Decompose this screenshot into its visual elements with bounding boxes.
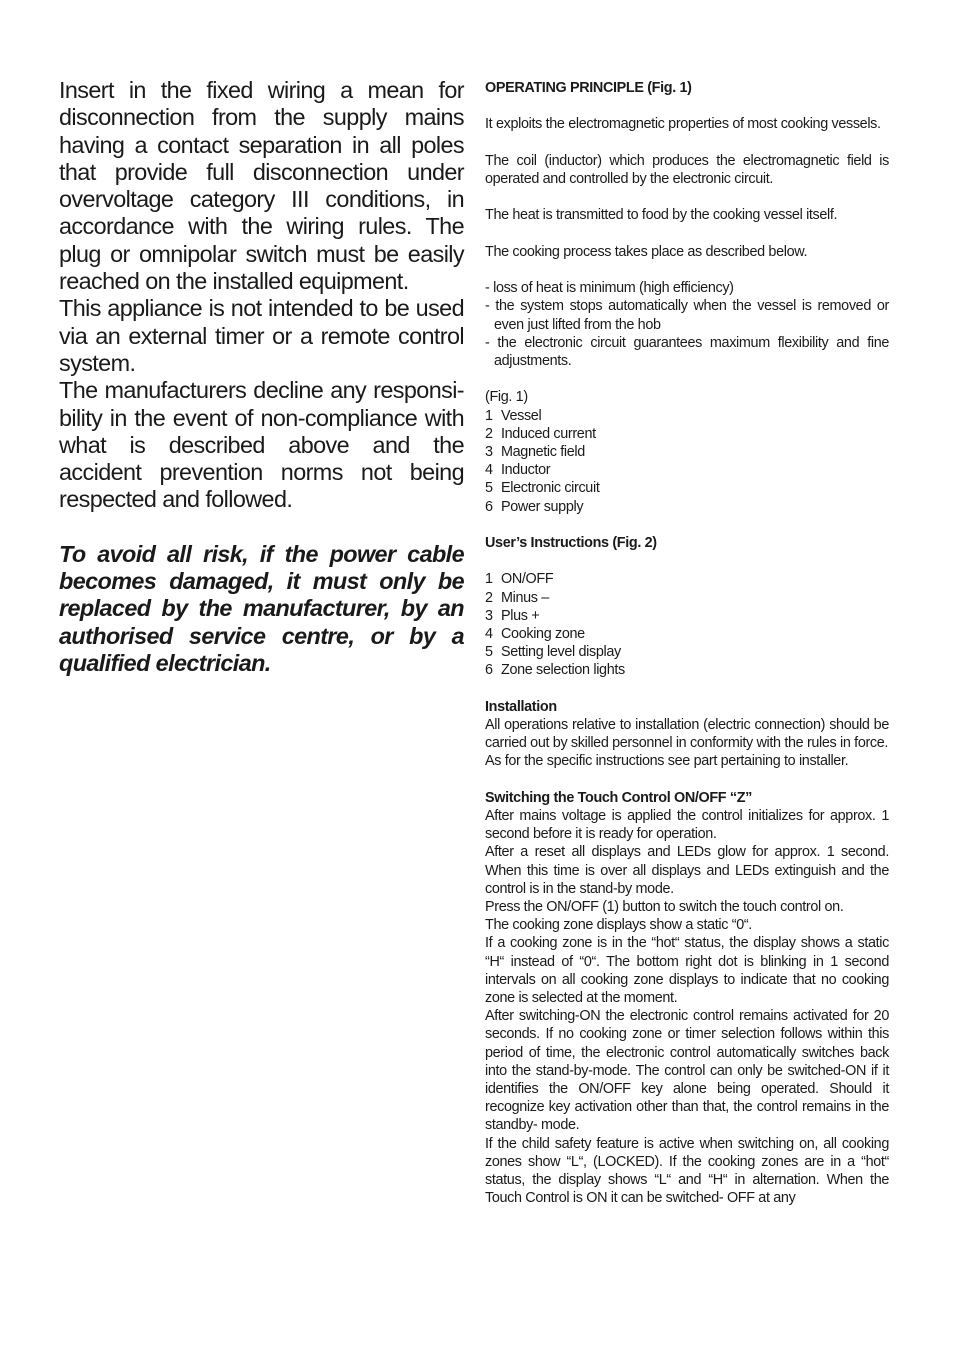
power-cable-warning: To avoid all risk, if the power cable becomes damaged, it must only be replaced by the manufacturer, by an authorised service centre, or by a qualified electrician. bbox=[59, 540, 464, 676]
installation-paragraph-2: As for the specific instructions see part pertaining to installer. bbox=[485, 753, 849, 770]
legend-number: 2 bbox=[485, 425, 493, 442]
users-instructions-heading: User’s Instructions (Fig. 2) bbox=[485, 534, 657, 551]
installation-paragraph-1: All operations relative to installation (electric connection) should be carried out by skilled personnel in conformity with the rules in force. bbox=[485, 716, 889, 752]
legend-number: 6 bbox=[485, 498, 493, 515]
legend-item bbox=[485, 479, 889, 497]
advantage-item: - the electronic circuit guarantees maximum flexibility and fine adjustments. bbox=[485, 334, 889, 369]
legend-text: Setting level display bbox=[501, 644, 621, 661]
switching-paragraph-1: After mains voltage is applied the control initializes for approx. 1 second before it is ready for operation. bbox=[485, 807, 889, 843]
legend-number: 3 bbox=[485, 443, 493, 460]
legend-text: Power supply bbox=[501, 498, 584, 515]
legend-number: 4 bbox=[485, 625, 493, 642]
switching-paragraph-3: Press the ON/OFF (1) button to switch the touch control on. bbox=[485, 898, 844, 915]
legend-item bbox=[485, 407, 889, 425]
legend-item bbox=[485, 607, 889, 625]
legend-text: Electronic circuit bbox=[501, 480, 600, 497]
legend-item bbox=[485, 589, 889, 607]
legend-number: 1 bbox=[485, 571, 493, 588]
liability-paragraph: The manufacturers decline any responsi-bility in the event of non-compliance with what is described above and the accident prevention norms not being respected and followed. bbox=[59, 377, 464, 513]
legend-item bbox=[485, 425, 889, 443]
advantage-item: - loss of heat is minimum (high efficiency) bbox=[485, 280, 734, 297]
fig2-legend bbox=[485, 570, 889, 679]
advantages-list bbox=[485, 279, 889, 370]
legend-number: 4 bbox=[485, 462, 493, 479]
left-column bbox=[59, 77, 464, 677]
legend-text: Minus – bbox=[501, 589, 549, 606]
wiring-paragraph: Insert in the fixed wiring a mean for disconnection from the supply mains having a contact separation in all poles that provide full disconnection under overvoltage category III conditions, in accordance with the wiring rules. The plug or omnipolar switch must be easily reached on the installed equipment. bbox=[59, 77, 464, 295]
legend-item bbox=[485, 625, 889, 643]
operating-paragraph-1: It exploits the electromagnetic properties of most cooking vessels. bbox=[485, 116, 881, 133]
operating-paragraph-4: The cooking process takes place as described below. bbox=[485, 243, 808, 260]
legend-number: 5 bbox=[485, 480, 493, 497]
legend-text: Magnetic field bbox=[501, 443, 585, 460]
legend-item bbox=[485, 570, 889, 588]
right-column bbox=[485, 79, 889, 1207]
legend-number: 2 bbox=[485, 589, 493, 606]
legend-item bbox=[485, 643, 889, 661]
switching-paragraph-5: If a cooking zone is in the “hot“ status, the display shows a static “H“ instead of “0“. The bottom right dot is blinking in 1 second intervals on all cooking zone displays to indicate that no cooking zone is selected at the moment. bbox=[485, 935, 889, 1006]
switching-paragraph-2: After a reset all displays and LEDs glow for approx. 1 second. When this time is over all displays and LEDs extinguish and the control is in the stand-by mode. bbox=[485, 844, 889, 897]
operating-paragraph-3: The heat is transmitted to food by the cooking vessel itself. bbox=[485, 207, 838, 224]
fig1-legend bbox=[485, 407, 889, 516]
legend-number: 3 bbox=[485, 607, 493, 624]
legend-number: 6 bbox=[485, 662, 493, 679]
advantage-item: - the system stops automatically when the vessel is removed or even just lifted from the hob bbox=[485, 298, 889, 333]
legend-text: Induced current bbox=[501, 425, 596, 442]
switching-paragraph-7: If the child safety feature is active when switching on, all cooking zones show “L“, (LOCKED). If the cooking zones are in a “hot“ status, the display shows “L“ and “H“ in alternation. When the Touch Control is ON it can be switched- OFF at any bbox=[485, 1135, 889, 1207]
legend-number: 1 bbox=[485, 407, 493, 424]
legend-item bbox=[485, 461, 889, 479]
fig1-label: (Fig. 1) bbox=[485, 389, 528, 406]
legend-text: Vessel bbox=[501, 407, 542, 424]
switching-heading: Switching the Touch Control ON/OFF “Z” bbox=[485, 789, 753, 806]
operating-principle-heading: OPERATING PRINCIPLE (Fig. 1) bbox=[485, 80, 692, 96]
switching-paragraph-6: After switching-ON the electronic control remains activated for 20 seconds. If no cooking zone or timer selection follows within this period of time, the electronic control automatically switches back into the stand-by-mode. The control can only be switched-ON if it identifies the ON/OFF key alone being operated. Should it recognize key activation other than that, the control remains in the standby- mode. bbox=[485, 1008, 889, 1134]
legend-text: ON/OFF bbox=[501, 571, 554, 588]
legend-text: Inductor bbox=[501, 462, 551, 479]
operating-paragraph-2: The coil (inductor) which produces the electromagnetic field is operated and controlled by the electronic circuit. bbox=[485, 152, 889, 187]
switching-paragraph-4: The cooking zone displays show a static “0“. bbox=[485, 917, 752, 934]
legend-item bbox=[485, 661, 889, 679]
timer-paragraph: This appliance is not intended to be used via an external timer or a remote control system. bbox=[59, 295, 464, 376]
legend-item bbox=[485, 443, 889, 461]
legend-text: Zone selection lights bbox=[501, 662, 625, 679]
legend-number: 5 bbox=[485, 644, 493, 661]
legend-text: Cooking zone bbox=[501, 625, 585, 642]
legend-text: Plus + bbox=[501, 607, 540, 624]
legend-item bbox=[485, 498, 889, 516]
installation-heading: Installation bbox=[485, 698, 557, 715]
